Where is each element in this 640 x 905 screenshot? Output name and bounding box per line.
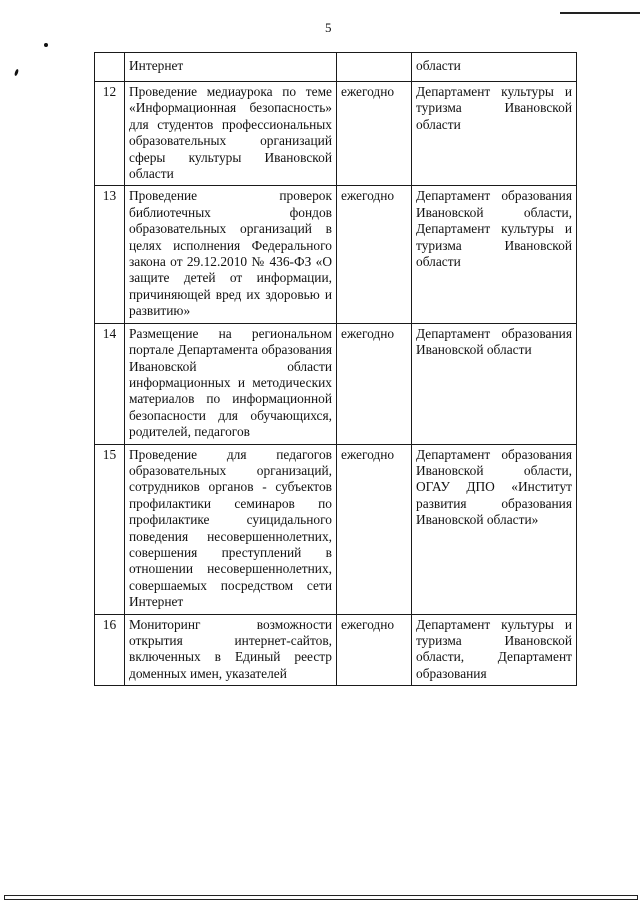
row-number <box>95 53 125 82</box>
activity-cell: Интернет <box>125 53 337 82</box>
activity-cell: Проведение для педагогов образовательных организаций, сотрудников органов - субъектов профилактики семинаров по профилактике суицидального поведения несовершеннолетних, совершения преступлений в отношении несовершеннолетних, совершаемых посредством сети Интернет <box>125 444 337 614</box>
table-row <box>95 53 577 82</box>
scan-speck <box>44 43 48 47</box>
activity-cell: Мониторинг возможности открытия интернет-сайтов, включенных в Единый реестр доменных имен, указателей <box>125 614 337 686</box>
term-cell: ежегодно <box>337 444 412 614</box>
table-row <box>95 186 577 323</box>
page-number: 5 <box>325 20 332 35</box>
row-number: 12 <box>95 82 125 186</box>
activity-cell: Проведение медиаурока по теме «Информационная безопасность» для студентов профессиональных образовательных организаций сферы культуры Ивановской области <box>125 82 337 186</box>
term-cell: ежегодно <box>337 82 412 186</box>
activities-table <box>94 52 577 686</box>
responsible-cell: области <box>412 53 577 82</box>
row-number: 14 <box>95 323 125 444</box>
table-row <box>95 323 577 444</box>
table-row <box>95 444 577 614</box>
row-number: 13 <box>95 186 125 323</box>
table-row <box>95 82 577 186</box>
term-cell: ежегодно <box>337 614 412 686</box>
scan-speck <box>14 69 19 77</box>
term-cell <box>337 53 412 82</box>
responsible-cell: Департамент образования Ивановской области <box>412 323 577 444</box>
responsible-cell: Департамент образования Ивановской области, ОГАУ ДПО «Институт развития образования Ивановской области» <box>412 444 577 614</box>
activity-cell: Размещение на региональном портале Департамента образования Ивановской области информационных и методических материалов по информационной безопасности для обучающихся, родителей, педагогов <box>125 323 337 444</box>
activity-cell: Проведение проверок библиотечных фондов образовательных организаций в целях исполнения Федерального закона от 29.12.2010 № 436-ФЗ «О защите детей от информации, причиняющей вред их здоровью и развитию» <box>125 186 337 323</box>
table-row <box>95 614 577 686</box>
row-number: 16 <box>95 614 125 686</box>
term-cell: ежегодно <box>337 323 412 444</box>
bottom-page-frame <box>4 895 638 900</box>
top-margin-rule <box>560 12 640 14</box>
responsible-cell: Департамент культуры и туризма Ивановской области <box>412 82 577 186</box>
term-cell: ежегодно <box>337 186 412 323</box>
responsible-cell: Департамент образования Ивановской области, Департамент культуры и туризма Ивановской области <box>412 186 577 323</box>
responsible-cell: Департамент культуры и туризма Ивановской области, Департамент образования <box>412 614 577 686</box>
row-number: 15 <box>95 444 125 614</box>
